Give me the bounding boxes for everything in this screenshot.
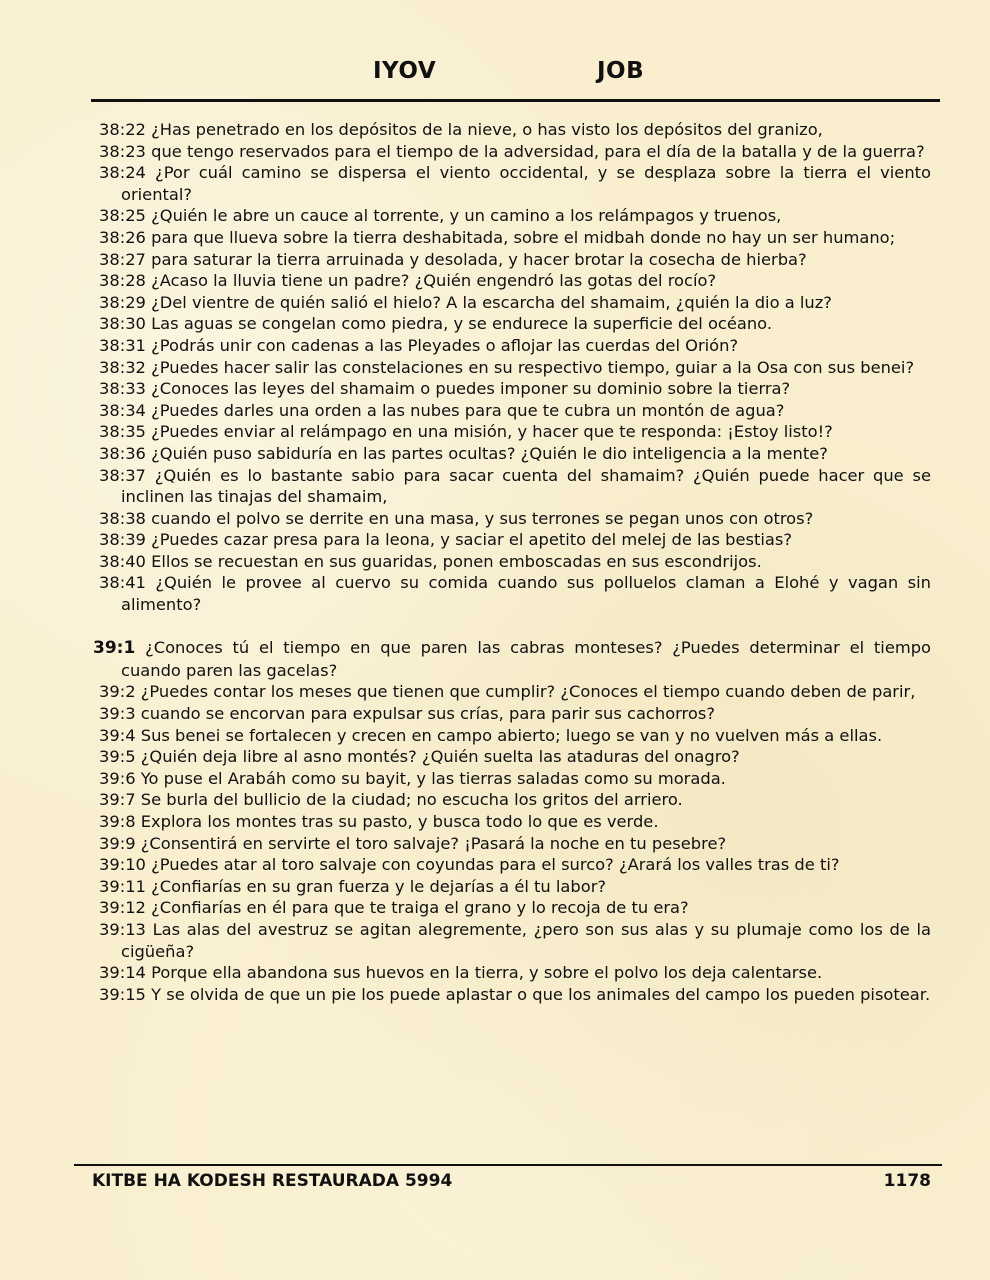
header-divider bbox=[91, 99, 940, 102]
verse-text: ¿Puedes atar al toro salvaje con coyundas para el surco? ¿Arará los valles tras de ti? bbox=[151, 855, 840, 875]
verse bbox=[93, 378, 931, 400]
verse bbox=[93, 508, 931, 530]
verse bbox=[93, 703, 931, 725]
verse bbox=[93, 854, 931, 876]
verse-text: Se burla del bullicio de la ciudad; no escucha los gritos del arriero. bbox=[140, 790, 683, 810]
verse bbox=[93, 681, 931, 703]
verse-text: ¿Quién es lo bastante sabio para sacar cuenta del shamaim? ¿Quién puede hacer que se inclinen las tinajas del shamaim, bbox=[121, 465, 931, 507]
verse-text: Ellos se recuestan en sus guaridas, ponen emboscadas en sus escondrijos. bbox=[151, 551, 762, 571]
verse bbox=[93, 270, 931, 292]
verse-text: Explora los montes tras su pasto, y busca todo lo que es verde. bbox=[140, 812, 659, 831]
verse-text: ¿Puedes hacer salir las constelaciones en su respectivo tiempo, guiar a la Osa con sus benei? bbox=[151, 357, 915, 377]
verse-text: ¿Quién deja libre al asno montés? ¿Quién suelta las ataduras del onagro? bbox=[140, 747, 740, 767]
verse-reference: 39:15 bbox=[99, 984, 146, 1004]
verse-text: ¿Consentirá en servirte el toro salvaje? ¡Pasará la noche en tu pesebre? bbox=[140, 833, 727, 853]
verse-reference: 39:3 bbox=[99, 704, 136, 724]
verse bbox=[93, 335, 931, 357]
verse-reference: 38:39 bbox=[99, 530, 146, 550]
verse-reference: 38:28 bbox=[99, 271, 146, 291]
verse-reference: 38:32 bbox=[99, 357, 146, 377]
footer-publication-title: KITBE HA KODESH RESTAURADA 5994 bbox=[92, 1171, 453, 1191]
verse-reference: 38:38 bbox=[99, 508, 146, 528]
verse-text: ¿Quién le abre un cauce al torrente, y un camino a los relámpagos y truenos, bbox=[151, 206, 782, 226]
page-header bbox=[0, 58, 990, 88]
verse-list bbox=[93, 119, 931, 1005]
verse-reference: 39:5 bbox=[99, 747, 136, 767]
footer-divider bbox=[74, 1164, 942, 1166]
verse bbox=[93, 789, 931, 811]
verse bbox=[93, 529, 931, 551]
verse-text: ¿Conoces las leyes del shamaim o puedes imponer su dominio sobre la tierra? bbox=[151, 379, 791, 399]
verse bbox=[93, 897, 931, 919]
verse-reference: 38:33 bbox=[99, 379, 146, 399]
verse-reference: 38:23 bbox=[99, 141, 146, 161]
verse-reference: 38:24 bbox=[99, 163, 146, 183]
verse-reference: 38:30 bbox=[99, 314, 146, 334]
verse-reference: 39:4 bbox=[99, 725, 136, 745]
verse-text: ¿Has penetrado en los depósitos de la nieve, o has visto los depósitos del granizo, bbox=[151, 120, 823, 139]
verse-reference: 39:11 bbox=[99, 876, 146, 896]
book-title-english: JOB bbox=[597, 58, 645, 84]
verse-text: ¿Quién le provee al cuervo su comida cuando sus polluelos claman a Elohé y vagan sin alimento? bbox=[121, 573, 931, 615]
verse-text: ¿Confiarías en él para que te traiga el grano y lo recoja de tu era? bbox=[151, 898, 689, 918]
verse-reference: 39:9 bbox=[99, 833, 136, 853]
verse bbox=[93, 421, 931, 443]
verse-text: ¿Podrás unir con cadenas a las Pleyades o aflojar las cuerdas del Orión? bbox=[151, 335, 739, 355]
verse-text: que tengo reservados para el tiempo de la adversidad, para el día de la batalla y de la guerra? bbox=[151, 141, 925, 161]
verse-reference: 38:25 bbox=[99, 206, 146, 226]
verse-text: Sus benei se fortalecen y crecen en campo abierto; luego se van y no vuelven más a ellas. bbox=[140, 725, 883, 745]
verse-text: Las aguas se congelan como piedra, y se endurece la superficie del océano. bbox=[151, 314, 773, 334]
verse bbox=[93, 205, 931, 227]
verse-text: Yo puse el Arabáh como su bayit, y las tierras saladas como su morada. bbox=[140, 768, 726, 788]
verse bbox=[93, 637, 931, 681]
verse-text: ¿Puedes darles una orden a las nubes para que te cubra un montón de agua? bbox=[151, 400, 785, 420]
verse-reference: 38:27 bbox=[99, 249, 146, 269]
verse-text: cuando se encorvan para expulsar sus crías, para parir sus cachorros? bbox=[140, 704, 715, 724]
verse bbox=[93, 249, 931, 271]
verse-reference: 39:13 bbox=[99, 919, 146, 939]
verse-text: cuando el polvo se derrite en una masa, y sus terrones se pegan unos con otros? bbox=[151, 508, 814, 528]
verse bbox=[93, 313, 931, 335]
verse-reference: 38:40 bbox=[99, 551, 146, 571]
verse bbox=[93, 292, 931, 314]
verse-reference: 39:7 bbox=[99, 790, 136, 810]
verse-reference: 39:10 bbox=[99, 855, 146, 875]
verse-reference: 38:22 bbox=[99, 120, 146, 139]
verse-reference: 38:29 bbox=[99, 292, 146, 312]
verse bbox=[93, 984, 931, 1006]
verse bbox=[93, 443, 931, 465]
verse-text: ¿Puedes contar los meses que tienen que cumplir? ¿Conoces el tiempo cuando deben de parir, bbox=[140, 682, 916, 702]
verse-reference: 38:37 bbox=[99, 465, 146, 485]
verse bbox=[93, 768, 931, 790]
verse-reference: 39:2 bbox=[99, 682, 136, 702]
verse-reference: 39:8 bbox=[99, 812, 136, 831]
verse-reference: 39:12 bbox=[99, 898, 146, 918]
verse bbox=[93, 400, 931, 422]
verse bbox=[93, 551, 931, 573]
verse-reference: 38:34 bbox=[99, 400, 146, 420]
verse-reference: 39:6 bbox=[99, 768, 136, 788]
verse-text: ¿Quién puso sabiduría en las partes ocultas? ¿Quién le dio inteligencia a la mente? bbox=[151, 443, 828, 463]
verse bbox=[93, 811, 931, 833]
verse-text: ¿Puedes enviar al relámpago en una misión, y hacer que te responda: ¡Estoy listo!? bbox=[151, 422, 833, 442]
verse-text: ¿Confiarías en su gran fuerza y le dejarías a él tu labor? bbox=[151, 876, 607, 896]
verse bbox=[93, 141, 931, 163]
verse bbox=[93, 746, 931, 768]
verse-reference: 39:14 bbox=[99, 963, 146, 983]
verse-text: para saturar la tierra arruinada y desolada, y hacer brotar la cosecha de hierba? bbox=[151, 249, 807, 269]
verse bbox=[93, 162, 931, 205]
verse-reference: 38:35 bbox=[99, 422, 146, 442]
verse bbox=[93, 876, 931, 898]
verse bbox=[93, 725, 931, 747]
verse-text: ¿Del vientre de quién salió el hielo? A la escarcha del shamaim, ¿quién la dio a luz? bbox=[151, 292, 832, 312]
verse-text: para que llueva sobre la tierra deshabitada, sobre el midbah donde no hay un ser humano; bbox=[151, 227, 896, 247]
verse-reference: 38:36 bbox=[99, 443, 146, 463]
verse bbox=[93, 465, 931, 508]
verse-reference: 38:26 bbox=[99, 227, 146, 247]
page-number: 1178 bbox=[883, 1171, 931, 1191]
verse-text: ¿Por cuál camino se dispersa el viento occidental, y se desplaza sobre la tierra el viento oriental? bbox=[121, 163, 931, 204]
verse bbox=[93, 962, 931, 984]
verse bbox=[93, 357, 931, 379]
verse-text: ¿Puedes cazar presa para la leona, y saciar el apetito del melej de las bestias? bbox=[151, 530, 793, 550]
verse-reference: 38:41 bbox=[99, 573, 146, 593]
verse-text: ¿Conoces tú el tiempo en que paren las cabras monteses? ¿Puedes determinar el tiempo cuando paren las gacelas? bbox=[121, 638, 931, 680]
verse-text: Porque ella abandona sus huevos en la tierra, y sobre el polvo los deja calentarse. bbox=[151, 963, 823, 983]
verse-text: Las alas del avestruz se agitan alegremente, ¿pero son sus alas y su plumaje como los de la cigüeña? bbox=[121, 919, 931, 961]
verse bbox=[93, 572, 931, 615]
verse bbox=[93, 919, 931, 962]
verse bbox=[93, 119, 931, 141]
verse bbox=[93, 833, 931, 855]
verse bbox=[93, 227, 931, 249]
verse-reference: 39:1 bbox=[93, 638, 136, 659]
verse-text: ¿Acaso la lluvia tiene un padre? ¿Quién engendró las gotas del rocío? bbox=[151, 271, 717, 291]
verse-text: Y se olvida de que un pie los puede aplastar o que los animales del campo los pueden pisotear. bbox=[151, 984, 931, 1004]
book-title-hebrew: IYOV bbox=[373, 58, 437, 84]
verse-reference: 38:31 bbox=[99, 335, 146, 355]
